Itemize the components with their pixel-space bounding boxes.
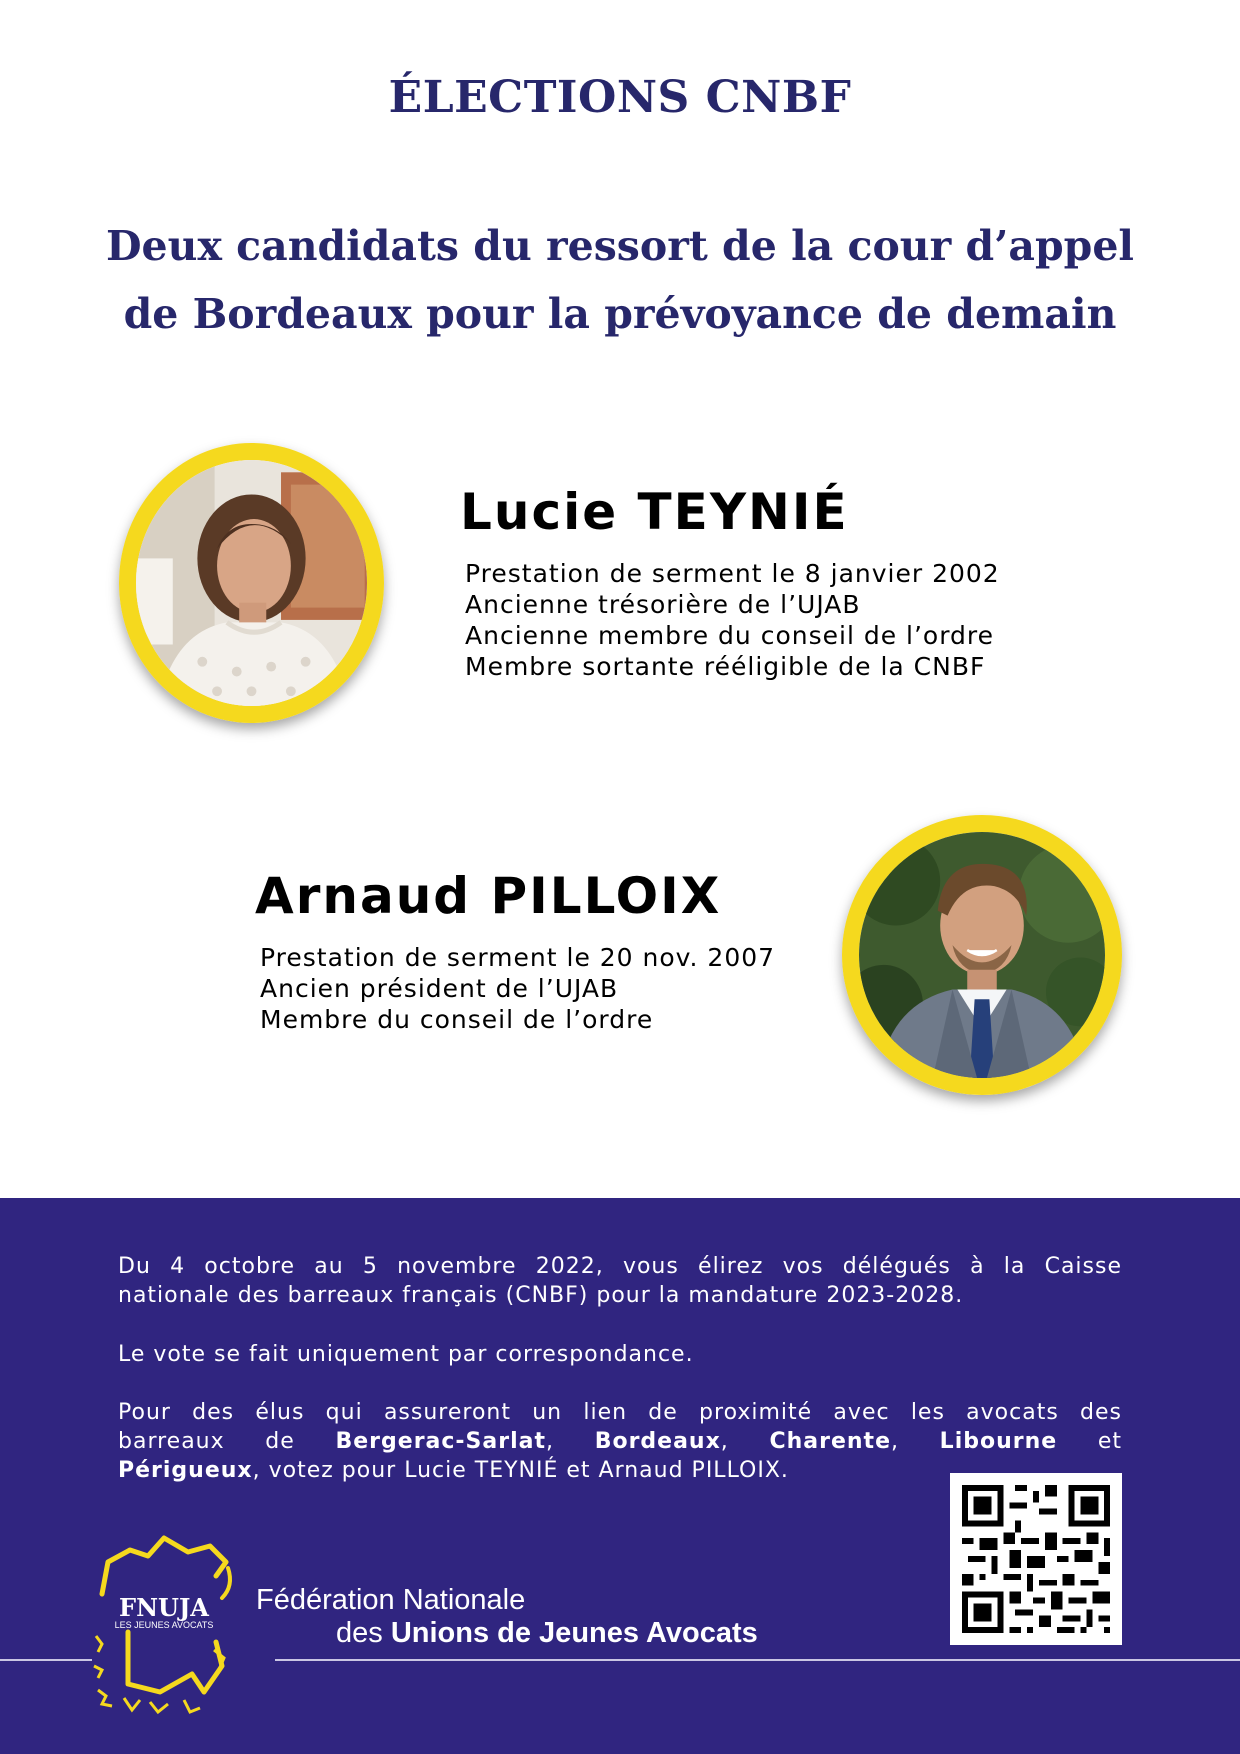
- candidate-photo-arnaud: [842, 815, 1122, 1095]
- candidate-photo-lucie: [119, 443, 384, 723]
- detail-line: Ancien président de l’UJAB: [260, 974, 619, 1003]
- federation-line-1: Fédération Nationale: [256, 1584, 526, 1616]
- barreau-bergerac: Bergerac-Sarlat: [335, 1429, 547, 1454]
- federation-bold: Unions de Jeunes Avocats: [390, 1617, 758, 1649]
- federation-line-2: [336, 1617, 758, 1650]
- barreau-perigueux: Périgueux: [118, 1458, 253, 1483]
- candidate-name-lucie: Lucie TEYNIÉ: [460, 483, 849, 541]
- barreau-charente: Charente: [769, 1429, 891, 1454]
- footer-para2: Le vote se fait uniquement par correspondance.: [118, 1342, 694, 1367]
- headline-line-2: de Bordeaux pour la prévoyance de demain: [123, 290, 1117, 338]
- divider-right: [275, 1659, 1240, 1661]
- footer-para3-line2: [118, 1427, 1122, 1456]
- page-title: ÉLECTIONS CNBF: [388, 72, 852, 123]
- divider-left: [0, 1659, 92, 1661]
- comma: ,: [546, 1429, 555, 1454]
- footer-para3-line1: Pour des élus qui assureront un lien de proximité avec les avocats des: [118, 1400, 1122, 1425]
- barreau-bordeaux: Bordeaux: [594, 1429, 721, 1454]
- vote-call: , votez pour Lucie TEYNIÉ et Arnaud PILLOIX.: [252, 1458, 789, 1483]
- detail-line: Prestation de serment le 20 nov. 2007: [260, 943, 776, 972]
- barreau-libourne: Libourne: [939, 1429, 1058, 1454]
- federation-prefix: des: [336, 1617, 383, 1649]
- logo-tagline: LES JEUNES AVOCATS: [114, 1620, 214, 1630]
- candidate-details-lucie: [465, 558, 1000, 682]
- logo-acronym: FNUJA: [119, 1593, 209, 1622]
- qr-code[interactable]: [950, 1473, 1122, 1645]
- et-word: et: [1097, 1429, 1123, 1454]
- comma: ,: [720, 1429, 729, 1454]
- detail-line: Prestation de serment le 8 janvier 2002: [465, 559, 1000, 588]
- headline: [40, 212, 1200, 348]
- candidate-details-arnaud: [260, 942, 775, 1035]
- detail-line: Ancienne membre du conseil de l’ordre: [465, 621, 995, 650]
- footer-para1-line2: nationale des barreaux français (CNBF) pour la mandature 2023-2028.: [118, 1283, 964, 1308]
- candidate-name-arnaud: Arnaud PILLOIX: [255, 867, 722, 925]
- detail-line: Membre du conseil de l’ordre: [260, 1005, 654, 1034]
- barreaux-prefix: barreaux de: [118, 1429, 295, 1454]
- footer-para1-line1: Du 4 octobre au 5 novembre 2022, vous élirez vos délégués à la Caisse: [118, 1254, 1122, 1279]
- headline-line-1: Deux candidats du ressort de la cour d’appel: [106, 222, 1134, 270]
- detail-line: Membre sortante rééligible de la CNBF: [465, 652, 986, 681]
- comma: ,: [891, 1429, 899, 1454]
- detail-line: Ancienne trésorière de l’UJAB: [465, 590, 861, 619]
